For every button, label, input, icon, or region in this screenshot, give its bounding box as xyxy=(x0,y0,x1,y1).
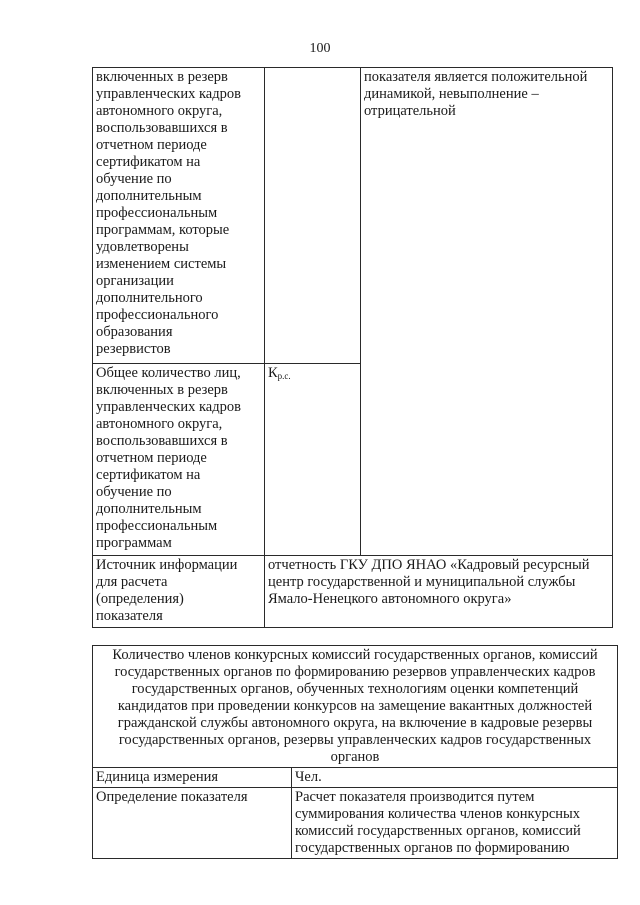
page-number: 100 xyxy=(309,41,331,56)
indicator-title-line: Количество членов конкурсных комиссий государственных органов, комиссий xyxy=(112,647,598,663)
variable-symbol-cell-empty xyxy=(265,68,361,364)
table-row xyxy=(93,788,618,859)
indicator-passport-table xyxy=(92,645,618,859)
indicator-title-line: государственных органов по формированию резервов управленческих кадров xyxy=(114,664,596,680)
unit-label-cell: Единица измерения xyxy=(93,768,292,788)
source-label-cell: Источник информации для расчета (определения) показателя xyxy=(93,556,265,628)
variable-symbol-subscript: р.с. xyxy=(277,371,291,381)
indicator-title-line: государственных органов, резервы управленческих кадров государственных xyxy=(118,732,592,748)
indicator-title-line: государственных органов, обученных технологиям оценки компетенций xyxy=(131,681,579,697)
indicator-table-continued xyxy=(92,67,613,628)
definition-value-cell: Расчет показателя производится путем суммирования количества членов конкурсных комиссий государственных органов, комиссий государственных органов по формированию xyxy=(292,788,618,859)
variable-description-cell: включенных в резерв управленческих кадров автономного округа, воспользовавшихся в отчетном периоде сертификатом на обучение по дополнительным профессиональным программам, которые удовлетворены изменением системы организации дополнительного профессионального образования резервистов xyxy=(93,68,265,364)
definition-label-cell: Определение показателя xyxy=(93,788,292,859)
interpretation-cell: показателя является положительной динамикой, невыполнение – отрицательной xyxy=(361,68,613,556)
source-value-cell: отчетность ГКУ ДПО ЯНАО «Кадровый ресурсный центр государственной и муниципальной службы Ямало-Ненецкого автономного округа» xyxy=(265,556,613,628)
table-row xyxy=(93,556,613,628)
indicator-title-line: гражданской службы автономного округа, на включение в кадровые резервы xyxy=(117,715,593,731)
table-row xyxy=(93,768,618,788)
indicator-title-line: органов xyxy=(330,749,380,765)
indicator-title-cell xyxy=(93,646,618,768)
unit-value-cell: Чел. xyxy=(292,768,618,788)
variable-symbol: К xyxy=(268,365,278,381)
variable-description-cell: Общее количество лиц, включенных в резерв управленческих кадров автономного округа, воспользовавшихся в отчетном периоде сертификатом на обучение по дополнительным профессиональным программам xyxy=(93,364,265,556)
indicator-title-line: кандидатов при проведении конкурсов на замещение вакантных должностей xyxy=(117,698,593,714)
table-row xyxy=(93,68,613,364)
variable-symbol-cell xyxy=(265,364,361,556)
table-row xyxy=(93,646,618,768)
